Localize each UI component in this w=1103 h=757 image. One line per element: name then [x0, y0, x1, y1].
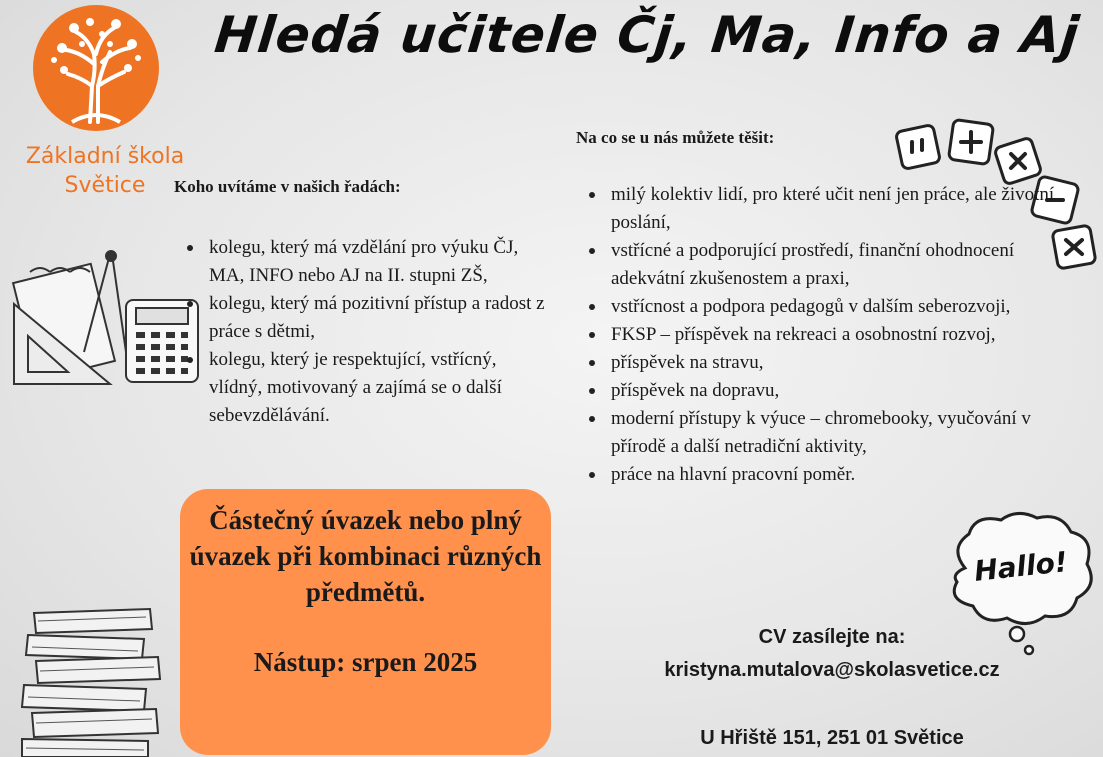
right-section-heading: Na co se u nás můžete těšit: [576, 128, 775, 147]
benefits-list [584, 181, 1064, 489]
requirements-list [182, 234, 552, 430]
compass-ruler-calculator-icon [10, 248, 210, 388]
list-item: příspěvek na stravu, [584, 349, 1064, 377]
school-name [10, 142, 200, 200]
offer-box [180, 489, 551, 755]
list-item: FKSP – příspěvek na rekreaci a osobnostní rozvoj, [584, 321, 1064, 349]
list-item: milý kolektiv lidí, pro které učit není jen práce, ale životní poslání, [584, 181, 1064, 237]
school-name-line1: Základní škola [25, 144, 185, 169]
speech-bubble-text: Hallo! [972, 545, 1070, 588]
list-item: příspěvek na dopravu, [584, 377, 1064, 405]
tree-logo-icon [32, 4, 160, 132]
book-stack-icon [18, 605, 168, 757]
list-item: kolegu, který má pozitivní přístup a radost z práce s dětmi, [182, 290, 552, 346]
offer-text: Částečný úvazek nebo plný úvazek při kombinaci různých předmětů. [189, 505, 542, 607]
contact-email[interactable]: kristyna.mutalova@skolasvetice.cz [664, 659, 1000, 681]
list-item: moderní přístupy k výuce – chromebooky, vyučování v přírodě a další netradiční aktivity, [584, 405, 1064, 461]
list-item: práce na hlavní pracovní poměr. [584, 461, 1064, 489]
school-name-line2: Světice [64, 173, 146, 198]
list-item: kolegu, který je respektující, vstřícný, vlídný, motivovaný a zajímá se o další sebevzdělávání. [182, 346, 552, 430]
left-section-heading: Koho uvítáme v našich řadách: [174, 177, 401, 196]
cv-label: CV zasílejte na: [758, 626, 906, 648]
start-date: Nástup: srpen 2025 [253, 647, 478, 677]
list-item: vstřícnost a podpora pedagogů v dalším seberozvoji, [584, 293, 1064, 321]
list-item: vstřícné a podporující prostředí, finanční ohodnocení adekvátní zkušenostem a praxi, [584, 237, 1064, 293]
school-address: U Hřiště 151, 251 01 Světice [700, 727, 964, 749]
list-item: kolegu, který má vzdělání pro výuku ČJ, MA, INFO nebo AJ na II. stupni ZŠ, [182, 234, 552, 290]
page-title: Hledá učitele Čj, Ma, Info a Aj [211, 6, 1083, 64]
